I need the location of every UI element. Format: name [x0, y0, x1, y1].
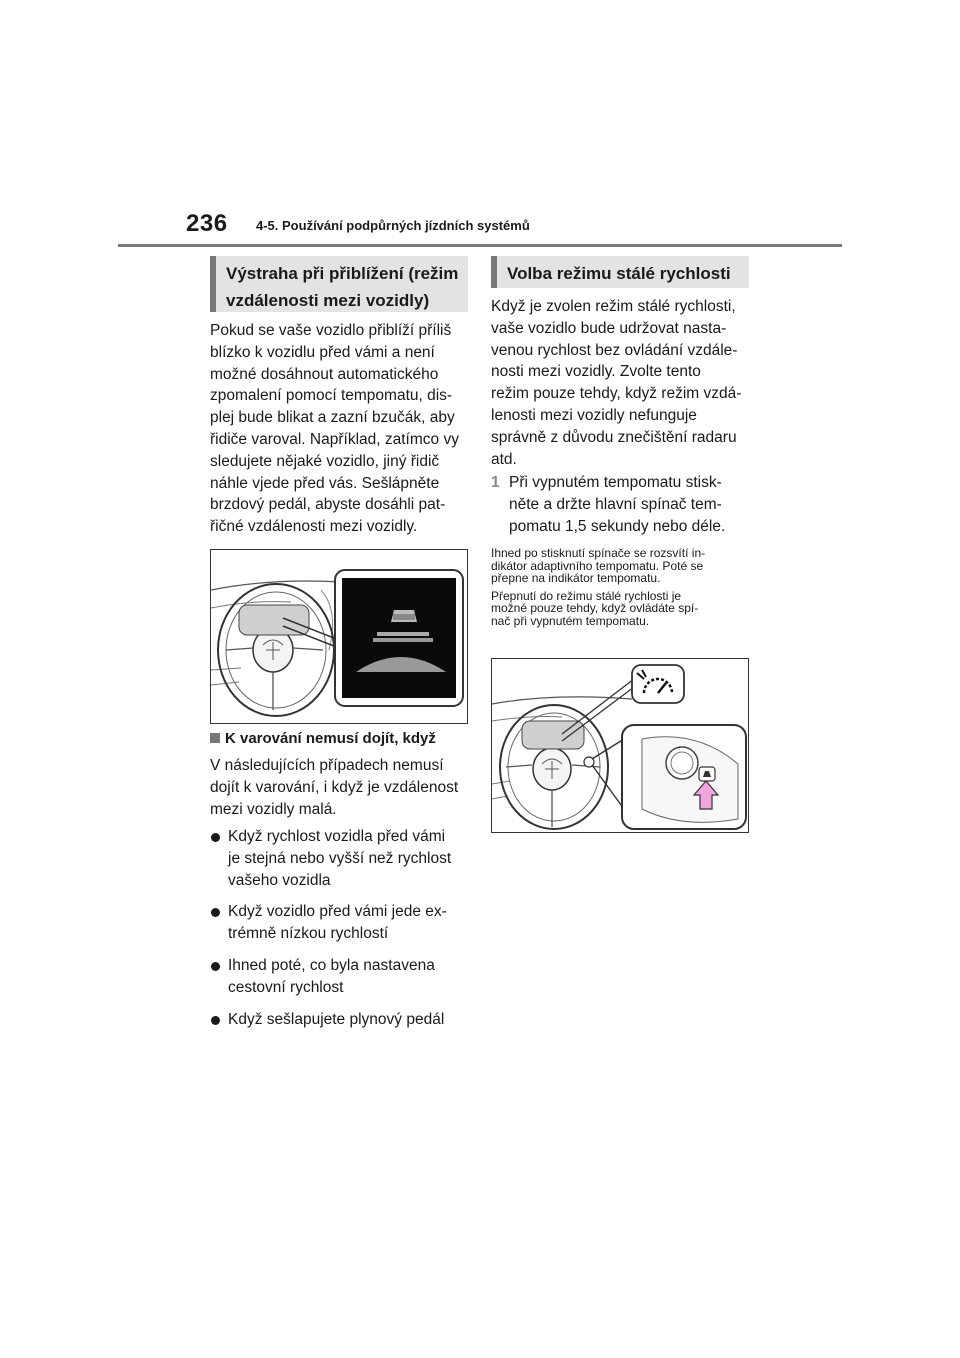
text-line: pomatu 1,5 sekundy nebo déle. — [509, 517, 726, 535]
text-line: trémně nízkou rychlostí — [228, 925, 389, 943]
list-item — [210, 1009, 468, 1031]
text-line: Ihned poté, co byla nastavena — [228, 956, 435, 974]
bullet-icon — [211, 908, 220, 917]
text-line: Když sešlapujete plynový pedál — [228, 1010, 445, 1028]
text-line: možné dosáhnout automatického — [210, 365, 439, 383]
subheading-warning-may-not-occur — [210, 729, 468, 749]
steering-switch-drawing — [492, 659, 748, 832]
list-item — [210, 826, 468, 891]
constant-speed-paragraph — [491, 296, 751, 470]
text-line: správně z důvodu znečištění radaru — [491, 428, 737, 446]
conditions-intro-paragraph — [210, 755, 468, 820]
text-line: dojít k varování, i když je vzdálenost — [210, 778, 459, 796]
text-line: Při vypnutém tempomatu stisk- — [509, 474, 722, 491]
approach-warning-paragraph — [210, 320, 468, 538]
dashboard-drawing — [211, 550, 467, 723]
text-line: vašeho vozidla — [228, 871, 331, 889]
text-line: brzdový pedál, abyste dosáhli pat- — [210, 496, 446, 514]
text-line: Přepnutí do režimu stálé rychlosti je — [491, 588, 682, 603]
header-divider — [118, 244, 842, 247]
bullet-icon — [211, 962, 220, 971]
text-line: dikátor adaptivního tempomatu. Poté se — [491, 558, 704, 573]
text-line: vaše vozidlo bude udržovat nasta- — [491, 319, 727, 337]
text-line: venou rychlost bez ovládání vzdále- — [491, 341, 738, 359]
text-line: zpomalení pomocí tempomatu, dis- — [210, 387, 453, 405]
text-line: cestovní rychlost — [228, 978, 344, 996]
text-line: atd. — [491, 450, 517, 468]
note-paragraph — [491, 590, 751, 628]
text-line: lenosti mezi vozidly nefunguje — [491, 406, 697, 424]
note-paragraph — [491, 547, 751, 585]
list-item — [210, 901, 468, 945]
text-line: režim pouze tehdy, když režim vzdá- — [491, 385, 742, 403]
step-number: 1 — [491, 474, 500, 491]
text-line: blízko k vozidlu před vámi a není — [210, 343, 435, 361]
notes — [491, 547, 751, 632]
section-heading-constant-speed — [491, 256, 749, 288]
subheading-text: K varování nemusí dojít, když — [225, 730, 436, 747]
section-heading-line: vzdálenosti mezi vozidly) — [226, 291, 430, 310]
section-heading-approach-warning — [210, 256, 468, 312]
bullet-icon — [211, 1016, 220, 1025]
text-line: sledujete nějaké vozidlo, jiný řidič — [210, 452, 440, 470]
text-line: nač při vypnutém tempomatu. — [491, 613, 650, 628]
list-item — [210, 955, 468, 999]
text-line: řičné vzdálenosti mezi vozidly. — [210, 518, 418, 536]
text-line: přepne na indikátor tempomatu. — [491, 571, 661, 585]
text-line: mezi vozidly malá. — [210, 800, 337, 818]
text-line: náhle vjede před vás. Sešlápněte — [210, 474, 440, 492]
text-line: Když rychlost vozidla před vámi — [228, 828, 446, 845]
text-line: Pokud se vaše vozidlo přiblíží příliš — [210, 322, 452, 339]
section-heading-line: Výstraha při přiblížení (režim — [226, 264, 459, 283]
cruise-switch-illustration — [491, 658, 749, 833]
chapter-title: 4-5. Používání podpůrných jízdních systémů — [256, 218, 530, 233]
square-bullet-icon — [210, 733, 220, 743]
text-line: Ihned po stisknutí spínače se rozsvítí in- — [491, 546, 706, 560]
text-line: je stejná nebo vyšší než rychlost — [228, 849, 452, 867]
text-line: Když vozidlo před vámi jede ex- — [228, 903, 447, 921]
step-1 — [491, 472, 751, 537]
text-line: Když je zvolen režim stálé rychlosti, — [491, 298, 736, 315]
section-heading-text: Volba režimu stálé rychlosti — [507, 264, 731, 283]
text-line: V následujících případech nemusí — [210, 757, 444, 774]
approach-warning-illustration — [210, 549, 468, 724]
bullet-icon — [211, 833, 220, 842]
text-line: nosti mezi vozidly. Zvolte tento — [491, 363, 701, 381]
page-number: 236 — [186, 210, 228, 237]
conditions-list — [210, 826, 468, 1040]
text-line: řidiče varoval. Například, zatímco vy — [210, 430, 459, 448]
text-line: možné pouze tehdy, když ovládáte spí- — [491, 601, 699, 615]
text-line: něte a držte hlavní spínač tem- — [509, 495, 722, 513]
text-line: plej bude blikat a zazní bzučák, aby — [210, 409, 455, 427]
